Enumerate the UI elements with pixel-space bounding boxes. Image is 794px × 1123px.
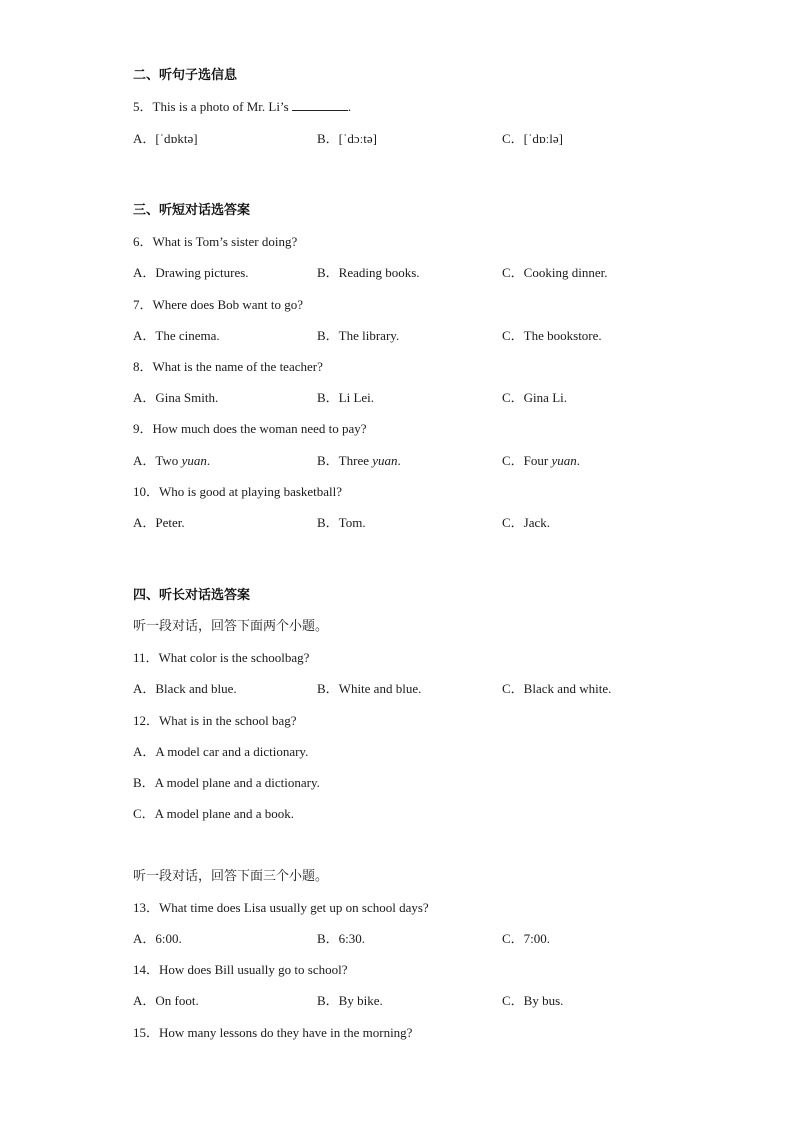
q9-option-b — [317, 452, 401, 470]
q12-option-a: A．A model car and a dictionary. — [133, 744, 309, 759]
question-15: 15．How many lessons do they have in the morning? — [133, 1025, 413, 1040]
question-9: 9．How much does the woman need to pay? — [133, 421, 367, 436]
q5-option-a: A．[ˈdɒktə] — [133, 131, 198, 146]
question-5 — [133, 98, 351, 116]
q9-option-a-label: A．Two — [133, 453, 182, 468]
question-14: 14．How does Bill usually go to school? — [133, 962, 348, 977]
question-11: 11．What color is the schoolbag? — [133, 650, 310, 665]
q7-option-a: A．The cinema. — [133, 328, 220, 343]
question-13: 13．What time does Lisa usually get up on school days? — [133, 900, 429, 915]
q6-option-c: C．Cooking dinner. — [502, 265, 608, 280]
q13-option-a: A．6:00. — [133, 931, 182, 946]
q9-option-c — [502, 452, 580, 470]
q9-option-a — [133, 452, 210, 470]
q5-option-b: B．[ˈdɔːtə] — [317, 131, 377, 146]
q11-option-c: C．Black and white. — [502, 681, 612, 696]
period: . — [397, 453, 401, 468]
q8-option-a: A．Gina Smith. — [133, 390, 219, 405]
q12-option-c: C．A model plane and a book. — [133, 806, 295, 821]
instruction-two-questions: 听一段对话，回答下面两个小题。 — [133, 619, 329, 634]
q13-option-b: B．6:30. — [317, 931, 366, 946]
q6-option-a: A．Drawing pictures. — [133, 265, 249, 280]
q14-option-a: A．On foot. — [133, 993, 199, 1008]
instruction-three-questions: 听一段对话，回答下面三个小题。 — [133, 869, 329, 884]
q11-option-b: B．White and blue. — [317, 681, 422, 696]
q9-option-b-label: B．Three — [317, 453, 373, 468]
question-12: 12．What is in the school bag? — [133, 713, 297, 728]
currency-unit: yuan — [372, 453, 398, 468]
q5-option-c: C．[ˈdɒːlə] — [502, 131, 563, 146]
answer-blank — [292, 99, 348, 111]
question-5-end: . — [347, 99, 352, 114]
q10-option-b: B．Tom. — [317, 515, 366, 530]
q14-option-c: C．By bus. — [502, 993, 564, 1008]
q12-option-b: B．A model plane and a dictionary. — [133, 775, 320, 790]
period: . — [206, 453, 211, 468]
currency-unit: yuan — [181, 453, 207, 468]
q14-option-b: B．By bike. — [317, 993, 383, 1008]
question-8: 8．What is the name of the teacher? — [133, 359, 323, 374]
q7-option-c: C．The bookstore. — [502, 328, 602, 343]
question-6: 6．What is Tom’s sister doing? — [133, 234, 298, 249]
q7-option-b: B．The library. — [317, 328, 400, 343]
q11-option-a: A．Black and blue. — [133, 681, 237, 696]
q10-option-c: C．Jack. — [502, 515, 551, 530]
q9-option-c-label: C．Four — [502, 453, 552, 468]
question-7: 7．Where does Bob want to go? — [133, 297, 304, 312]
q6-option-b: B．Reading books. — [317, 265, 420, 280]
currency-unit: yuan — [551, 453, 577, 468]
period: . — [576, 453, 581, 468]
q13-option-c: C．7:00. — [502, 931, 551, 946]
q8-option-c: C．Gina Li. — [502, 390, 567, 405]
section-heading-2: 二、听句子选信息 — [133, 68, 238, 83]
q8-option-b: B．Li Lei. — [317, 390, 375, 405]
question-10: 10．Who is good at playing basketball? — [133, 484, 343, 499]
question-5-text: 5．This is a photo of Mr. Li’s — [133, 99, 289, 114]
section-heading-4: 四、听长对话选答案 — [133, 588, 251, 603]
q10-option-a: A．Peter. — [133, 515, 185, 530]
section-heading-3: 三、听短对话选答案 — [133, 203, 251, 218]
